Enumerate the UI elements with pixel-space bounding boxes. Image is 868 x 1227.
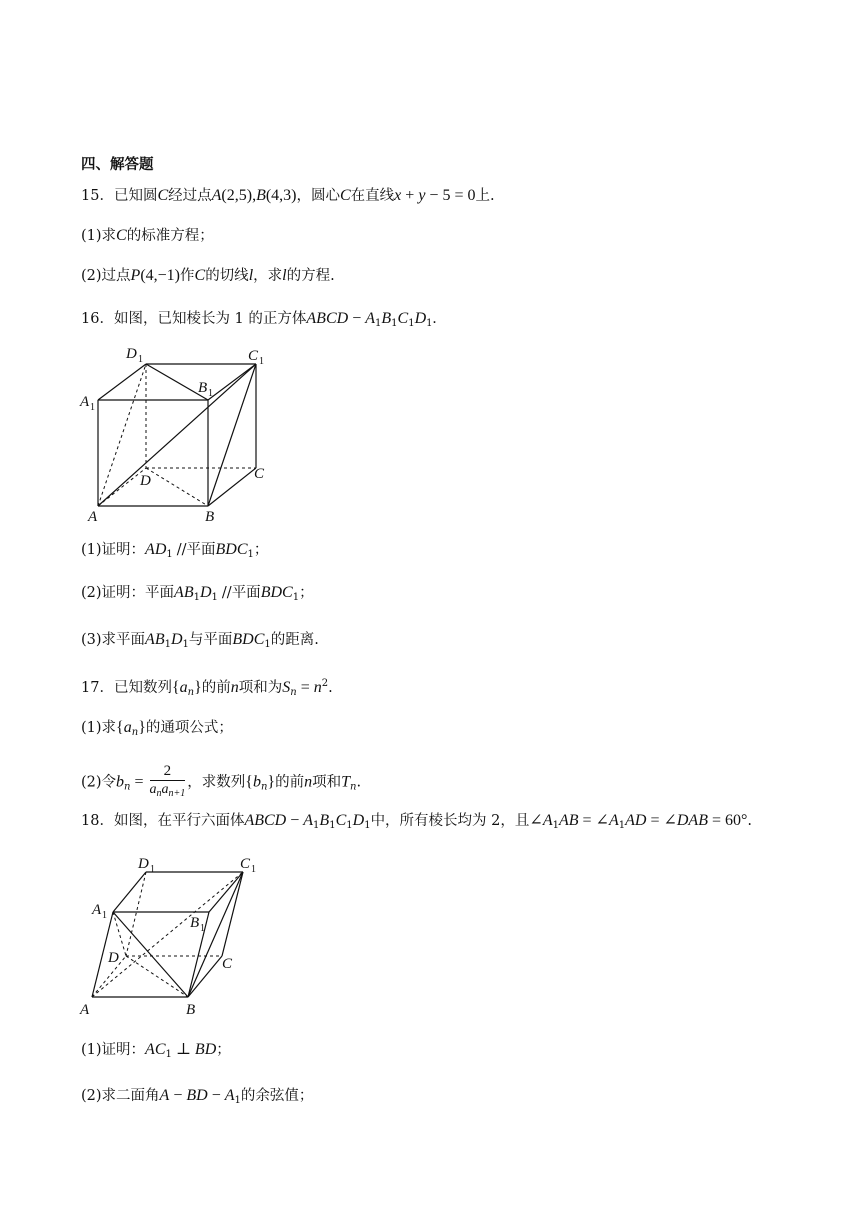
label-c1: C bbox=[240, 856, 251, 872]
svg-text:1: 1 bbox=[138, 354, 143, 365]
label-b: B bbox=[186, 1002, 196, 1018]
label-d: D bbox=[108, 950, 119, 966]
label-a1: A bbox=[80, 394, 90, 410]
svg-text:1: 1 bbox=[251, 864, 256, 875]
label-d1: D bbox=[126, 346, 137, 362]
label-d: D bbox=[140, 473, 151, 489]
question-16: 16．如图，已知棱长为 1 的正方体ABCD − $A_1B_1C_1D_1$. bbox=[81, 310, 437, 329]
question-number: 18． bbox=[81, 813, 114, 829]
question-15-part-1: (1)求C的标准方程； bbox=[81, 227, 214, 244]
question-15: 15．已知圆C经过点A(2,5),B(4,3)，圆心C在直线x + y − 5 = 0上. bbox=[81, 187, 495, 204]
label-b1: B bbox=[190, 915, 200, 931]
label-c: C bbox=[254, 466, 265, 482]
question-number: 16． bbox=[81, 311, 114, 327]
question-number: 15． bbox=[81, 188, 114, 204]
question-16-part-2: (2)证明：平面$AB_1D_1$ //平面$BDC_1$； bbox=[81, 584, 314, 603]
label-c: C bbox=[222, 956, 233, 972]
point-a: A bbox=[211, 187, 222, 204]
question-17-part-1: (1)求$\{a_n\}$的通项公式； bbox=[81, 719, 233, 738]
label-d1: D bbox=[138, 856, 149, 872]
label-b1: B bbox=[198, 380, 208, 396]
question-18-part-1: (1)证明：$AC_1$ ⊥ BD； bbox=[81, 1041, 231, 1060]
svg-text:1: 1 bbox=[200, 923, 205, 934]
label-a: A bbox=[80, 1002, 90, 1018]
line-equation: x bbox=[394, 187, 402, 204]
question-18-part-2: (2)求二面角A − BD − $A_1$的余弦值； bbox=[81, 1087, 314, 1106]
svg-text:1: 1 bbox=[102, 910, 107, 921]
fraction: $\frac{2}{a_na_{n+1}}$ bbox=[149, 763, 186, 799]
label-a1: A bbox=[92, 902, 102, 918]
svg-text:1: 1 bbox=[208, 388, 213, 399]
label-c1: C bbox=[248, 348, 259, 364]
svg-text:1: 1 bbox=[90, 402, 95, 413]
question-15-part-2: (2)过点P(4,−1)作C的切线l，求l的方程. bbox=[81, 267, 335, 284]
svg-text:1: 1 bbox=[150, 864, 155, 875]
label-b: B bbox=[205, 509, 215, 525]
question-16-part-3: (3)求平面$AB_1D_1$与平面$BDC_1$的距离. bbox=[81, 631, 319, 650]
question-18: 18．如图，在平行六面体ABCD − $A_1B_1C_1D_1$中，所有棱长均为 2，且$\angle A_1AB$ = $\angle A_1AD$ = ∠DAB = 60°. bbox=[81, 812, 753, 831]
svg-text:1: 1 bbox=[259, 356, 264, 367]
section-title: 四、解答题 bbox=[81, 157, 154, 173]
question-17: 17．已知数列$\{a_n\}$的前n项和为$S_n = n^2$. bbox=[81, 678, 333, 698]
parallelepiped-figure bbox=[76, 848, 276, 1020]
question-16-part-1: (1)证明：$AD_1$ //平面$BDC_1$； bbox=[81, 541, 269, 560]
question-17-part-2: (2)令$b_n$ = $\frac{2}{a_na_{n+1}}$ ，求数列$\{b_n\}$的前n项和$T_n$. bbox=[81, 762, 361, 803]
label-a: A bbox=[88, 509, 98, 525]
question-number: 17． bbox=[81, 680, 114, 696]
cube-figure bbox=[78, 340, 278, 525]
